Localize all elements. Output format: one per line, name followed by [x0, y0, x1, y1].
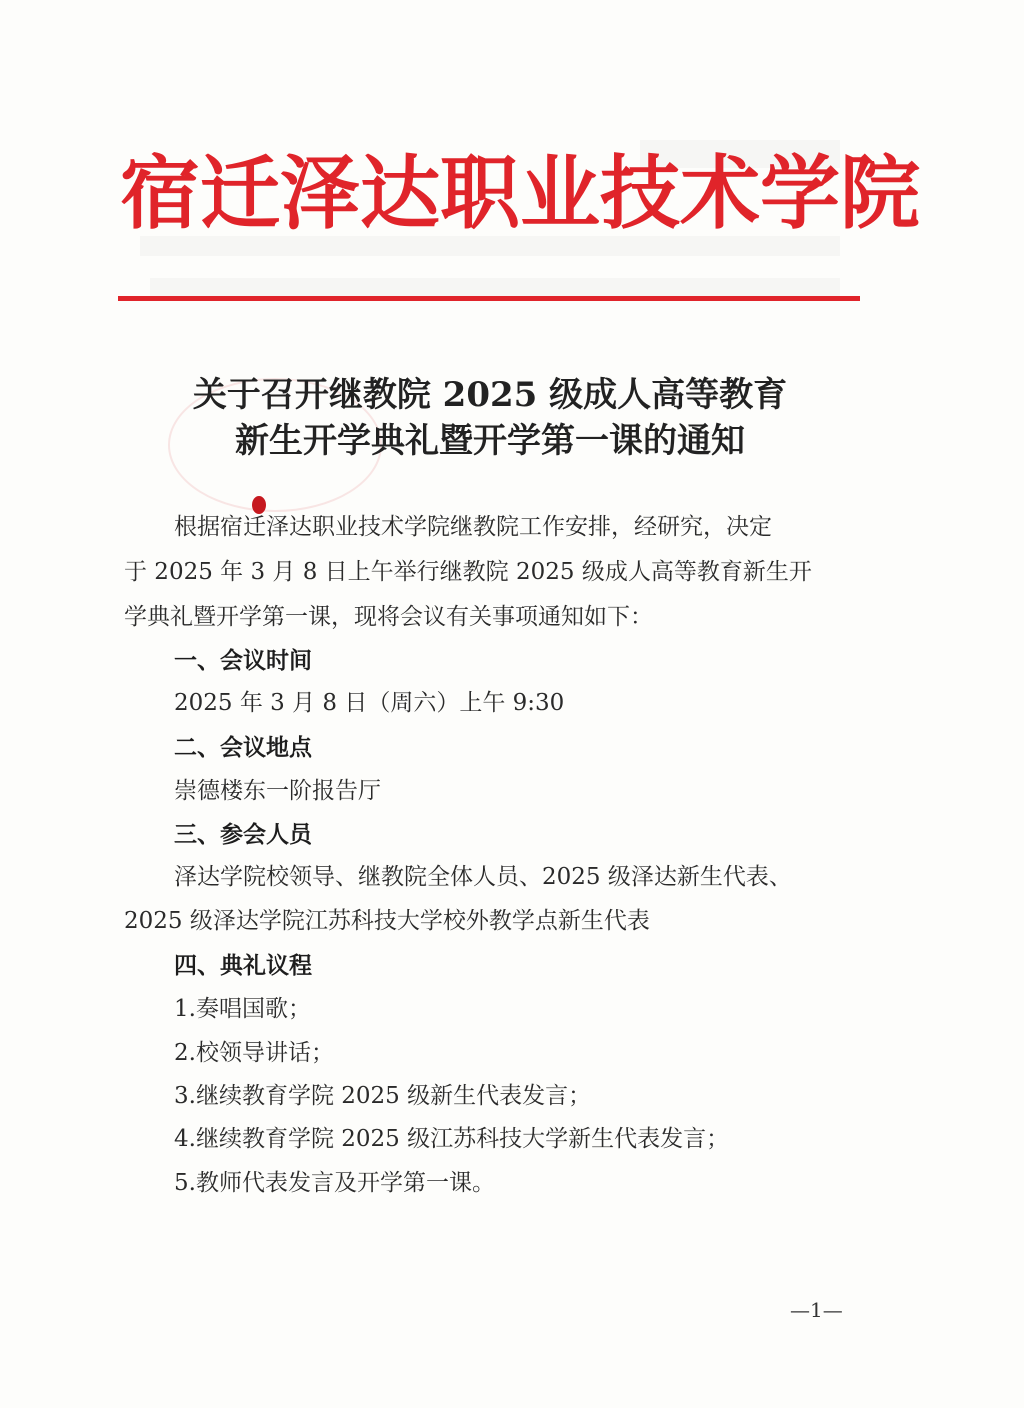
document-title-line-1: 关于召开继教院 2025 级成人高等教育	[192, 375, 788, 415]
agenda-item: 2.校领导讲话；	[174, 1040, 334, 1066]
letterhead-title: 宿迁泽达职业技术学院	[120, 146, 920, 240]
intro-line-1: 根据宿迁泽达职业技术学院继教院工作安排，经研究，决定	[174, 514, 772, 540]
section-heading-location: 二、会议地点	[174, 734, 312, 761]
section-content-time: 2025 年 3 月 8 日（周六）上午 9:30	[174, 690, 565, 716]
page-number: —1—	[790, 1298, 843, 1322]
letterhead-red-rule	[118, 296, 860, 301]
intro-line-3: 学典礼暨开学第一课，现将会议有关事项通知如下：	[124, 604, 653, 630]
document-title-line-2: 新生开学典礼暨开学第一课的通知	[235, 421, 745, 461]
section-content-location: 崇德楼东一阶报告厅	[174, 778, 381, 804]
section-heading-agenda: 四、典礼议程	[174, 952, 312, 979]
intro-line-2: 于 2025 年 3 月 8 日上午举行继教院 2025 级成人高等教育新生开	[124, 559, 812, 585]
agenda-item: 5.教师代表发言及开学第一课。	[174, 1170, 495, 1196]
agenda-item: 4.继续教育学院 2025 级江苏科技大学新生代表发言；	[174, 1126, 730, 1152]
section-heading-time: 一、会议时间	[174, 647, 312, 674]
section-content-attendees-line-1: 泽达学院校领导、继教院全体人员、2025 级泽达新生代表、	[174, 864, 792, 890]
bleed-through-shadow	[150, 278, 840, 298]
agenda-item: 3.继续教育学院 2025 级新生代表发言；	[174, 1083, 592, 1109]
section-content-attendees-line-2: 2025 级泽达学院江苏科技大学校外教学点新生代表	[124, 908, 650, 934]
section-heading-attendees: 三、参会人员	[174, 821, 312, 848]
agenda-item: 1.奏唱国歌；	[174, 996, 311, 1022]
